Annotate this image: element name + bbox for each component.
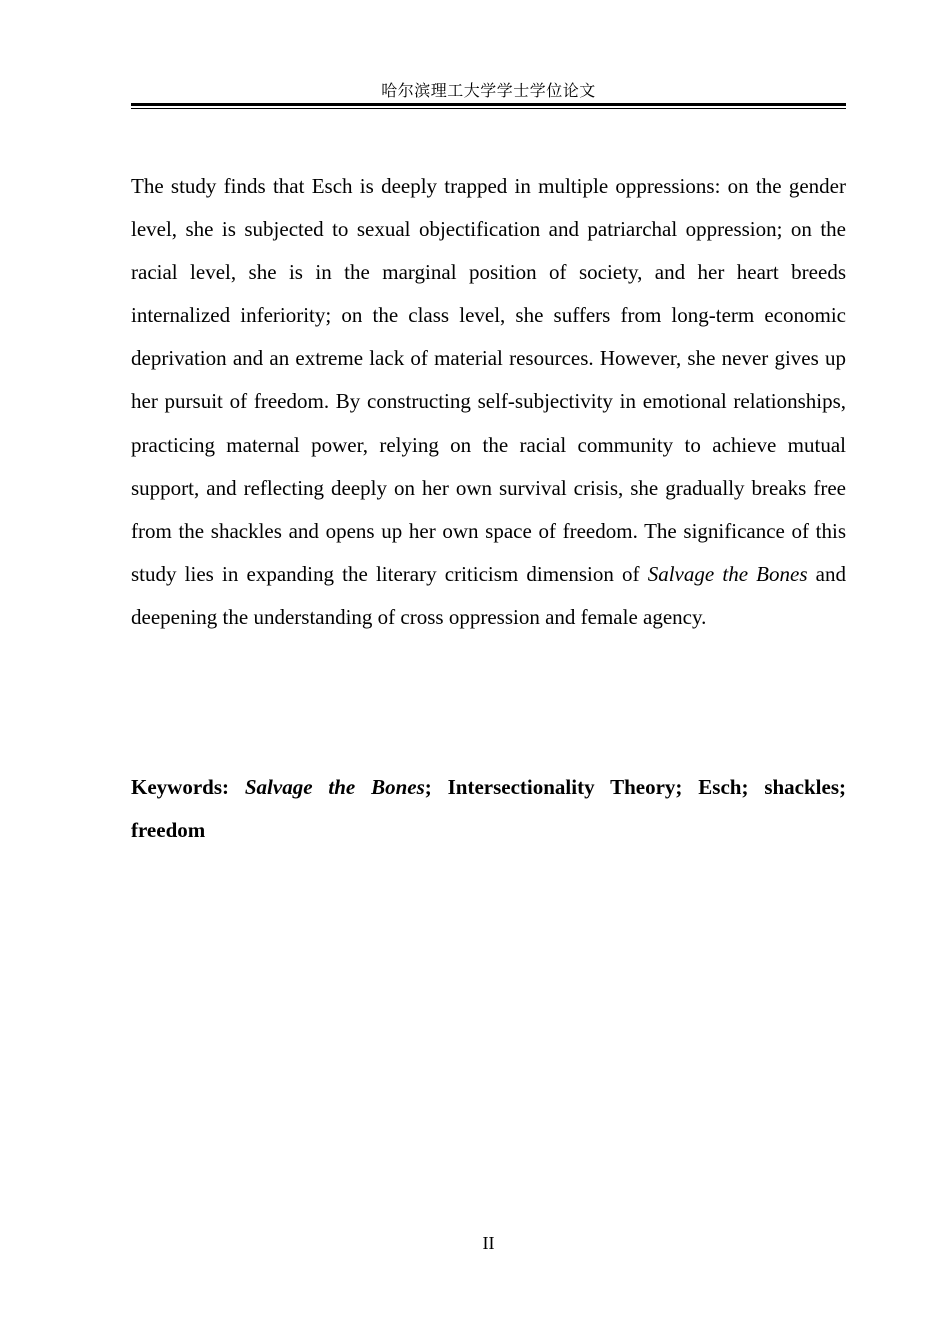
header-rule-thick — [131, 103, 846, 106]
keywords-paragraph — [131, 766, 846, 852]
abstract-paragraph — [131, 165, 846, 639]
header-rule-thin — [131, 108, 846, 109]
keywords-label: Keywords: — [131, 775, 245, 799]
page-number: II — [482, 1233, 495, 1253]
abstract-text-part1: The study finds that Esch is deeply trapped in multiple oppressions: on the gender level, she is subjected to sexual objectification and patriarchal oppression; on the racial level, she is in the marginal position of society, and her heart breeds internalized inferiority; on the class level, she suffers from long-term economic deprivation and an extreme lack of material resources. However, she never gives up her pursuit of freedom. By constructing self-subjectivity in emotional relationships, practicing maternal power, relying on the racial community to achieve mutual support, and reflecting deeply on her own survival crisis, she gradually breaks free from the shackles and opens up her own space of freedom. The significance of this study lies in expanding the literary criticism dimension of — [131, 174, 846, 586]
running-header: 哈尔滨理工大学学士学位论文 — [381, 81, 596, 100]
abstract-book-title: Salvage the Bones — [647, 561, 808, 586]
abstract-text-part2: and deepening the understanding of cross oppression and female agency. — [131, 561, 846, 629]
keywords-list: ; Intersectionality Theory; Esch; shackles; freedom — [131, 775, 846, 842]
keywords-book-title: Salvage the Bones — [244, 775, 425, 799]
